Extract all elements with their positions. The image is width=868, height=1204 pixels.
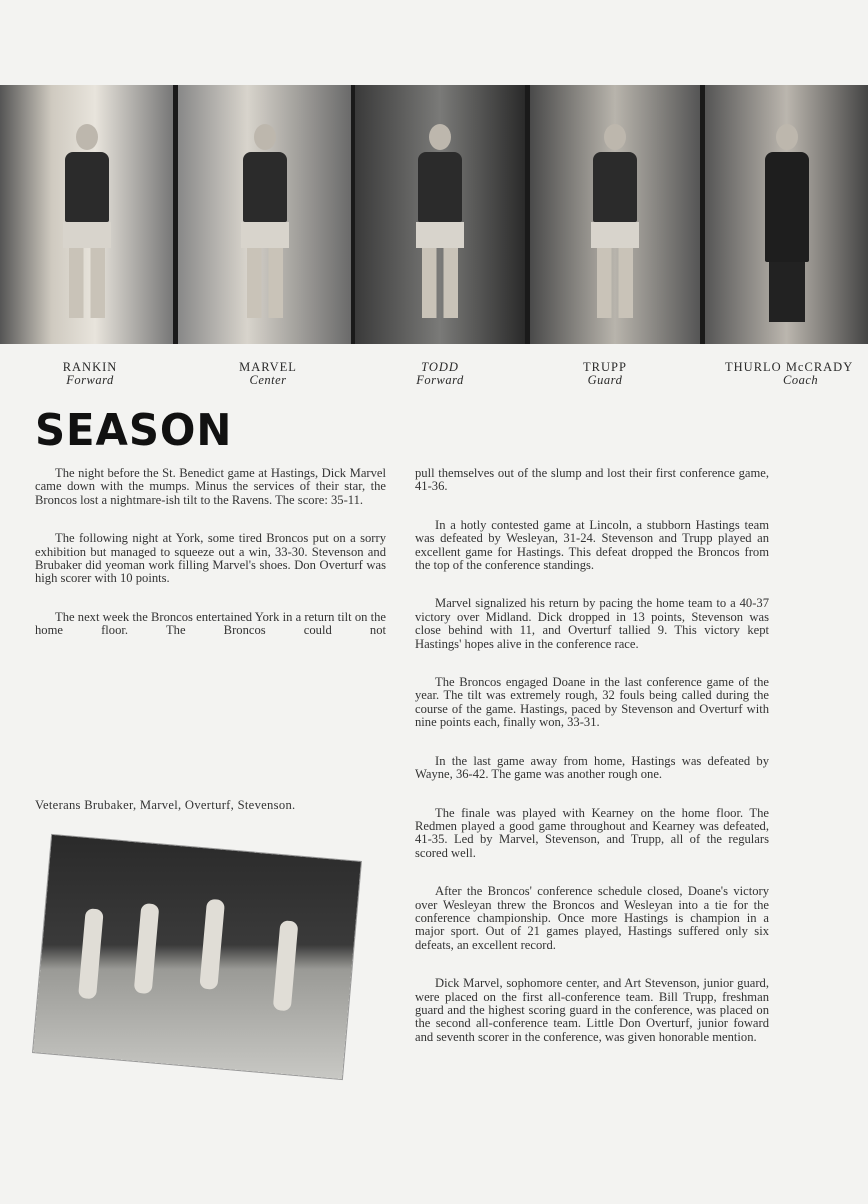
paragraph: The following night at York, some tired Broncos put on a sorry exhibition but managed to squeeze out a win, 33-30. Stevenson and Brubaker did yeoman work filling Marvel's shoes. Don Overturf was high scorer with 10 points. [35,531,386,586]
photo-trupp [530,85,700,344]
paragraph: After the Broncos' conference schedule closed, Doane's victory over Wesleyan threw the Broncos and Wesleyan into a tie for the conference championship. Once more Hastings is champion in a major sport. Out of 21 games played, Hastings suffered only six defeats, an excellent record. [415,884,769,952]
photo-mccrady [705,85,868,344]
page-title: SEASON [35,405,233,456]
paragraph: The night before the St. Benedict game at Hastings, Dick Marvel came down with the mumps. Minus the services of their star, the Broncos lost a nightmare-ish tilt to the Ravens. The score: 35-11. [35,466,386,507]
photo-marvel [178,85,351,344]
paragraph: Marvel signalized his return by pacing the home team to a 40-37 victory over Midland. Dick dropped in 13 points, Stevenson was close behind with 11, and Overturf tallied 9. This victory kept Hastings' hopes alive in the conference race. [415,596,769,651]
caption-player: TODD Forward [416,360,464,387]
photo-rankin [0,85,173,344]
photo-todd [355,85,525,344]
paragraph: In the last game away from home, Hastings was defeated by Wayne, 36-42. The game was another rough one. [415,753,769,782]
paragraph: The Broncos engaged Doane in the last conference game of the year. The tilt was extremely rough, 32 fouls being called during the course of the game. Hastings, paced by Stevenson and Overturf with nine points each, finally won, 33-31. [415,675,769,730]
player-photo-strip [0,85,868,344]
photo-caption: Veterans Brubaker, Marvel, Overturf, Stevenson. [35,798,296,812]
paragraph: The next week the Broncos entertained York in a return tilt on the home floor. The Broncos could not [35,609,386,638]
caption-player: TRUPP Guard [583,360,627,387]
paragraph: pull themselves out of the slump and lost their first conference game, 41-36. [415,466,769,494]
right-column [415,467,769,1069]
caption-coach: THURLO McCRADY Coach [725,360,854,387]
paragraph: In a hotly contested game at Lincoln, a stubborn Hastings team was defeated by Wesleyan, 31-24. Stevenson and Trupp played an excellent game for Hastings. This defeat dropped the Broncos from the top of the conference standings. [415,517,769,573]
caption-player: RANKIN Forward [62,360,118,387]
left-column [35,467,386,663]
paragraph: The finale was played with Kearney on the home floor. The Redmen played a good game throughout and Kearney was defeated, 41-35. Led by Marvel, Stevenson, and Trupp, all of the regulars scored well. [415,805,769,860]
paragraph: Dick Marvel, sophomore center, and Art Stevenson, junior guard, were placed on the first all-conference team. Bill Trupp, freshman guard and the highest scoring guard in the conference, was placed on the second all-conference team. Little Don Overturf, junior foward and seventh scorer in the conference, was given honorable mention. [415,976,769,1044]
caption-player: MARVEL Center [239,360,297,387]
veterans-photo [33,835,361,1079]
